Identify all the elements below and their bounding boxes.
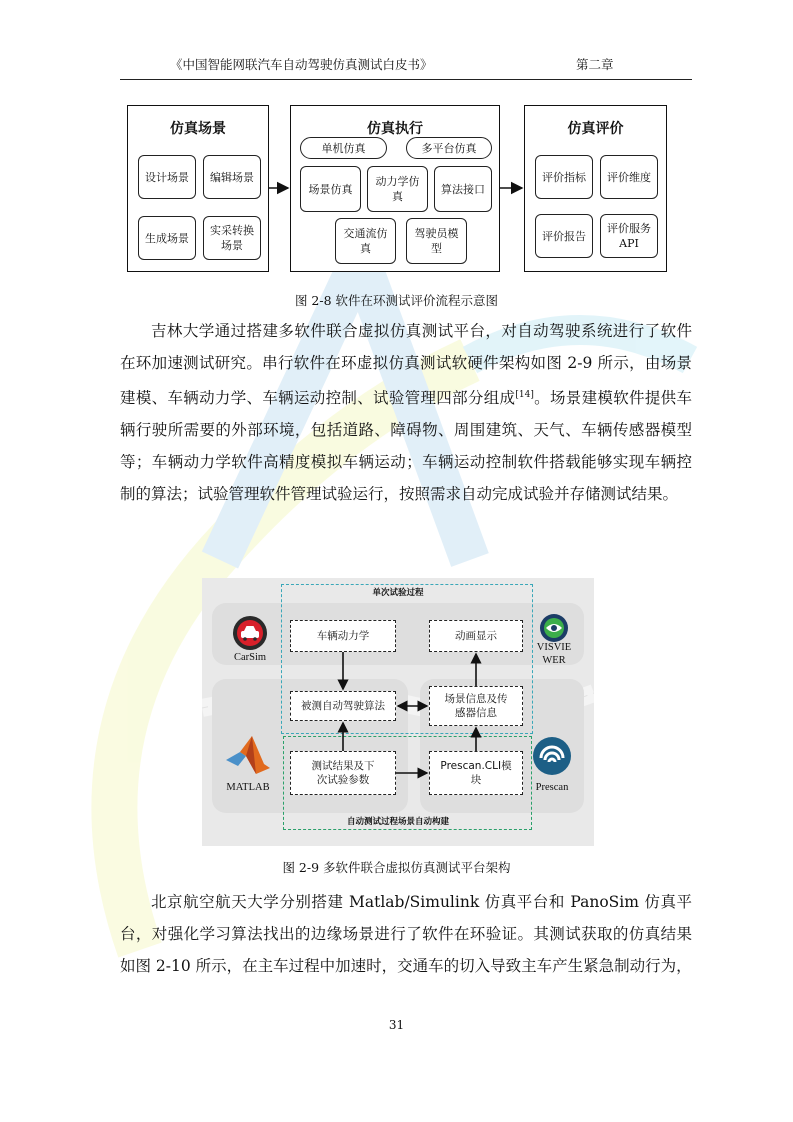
header-book-title: 《中国智能网联汽车自动驾驶仿真测试白皮书》 [170,57,433,72]
paragraph-2-text: 北京航空航天大学分别搭建 Matlab/Simulink 仿真平台和 PanoSim 仿真平台，对强化学习算法找出的边缘场景进行了软件在环验证。其测试获取的仿真结果如图 2-10 所示，在主车过程中加速时，交通车的切入导致主车产生紧急制动行为， [120,893,692,975]
flow-arrows [0,0,793,300]
evaluation-item: 评价指标 [535,155,593,199]
figure-2-9 [202,578,594,846]
matlab-label: MATLAB [226,782,270,793]
scene-item: 实采转换场景 [203,216,261,260]
evaluation-item: 评价报告 [535,214,593,258]
scene-info-box: 场景信息及传感器信息 [429,686,523,726]
execution-pill: 多平台仿真 [406,137,492,159]
figure-2-9-caption: 图 2-9 多软件联合虚拟仿真测试平台架构 [282,860,511,875]
algorithm-box: 被测自动驾驶算法 [290,691,396,721]
execution-pill: 单机仿真 [300,137,387,159]
evaluation-title: 仿真评价 [567,121,624,137]
scene-item: 编辑场景 [203,155,261,199]
paragraph-1-text: 吉林大学通过搭建多软件联合虚拟仿真测试平台，对自动驾驶系统进行了软件在环加速测试研究。串行软件在环虚拟仿真测试软硬件架构如图 2-9 所示，由场景建模、车辆动力学、车辆运动控制、试验管理四部分组成 [120,322,692,408]
execution-item: 场景仿真 [300,166,361,212]
citation-ref: [14] [515,390,534,400]
animation-box: 动画显示 [429,620,523,652]
paragraph-2 [120,886,692,982]
paragraph-1-tail: 。场景建模软件提供车辆行驶所需要的外部环境，包括道路、障碍物、周围建筑、天气、车辆传感器模型等；车辆动力学软件高精度模拟车辆运动；车辆运动控制软件搭载能够实现车辆控制的算法；试验管理软件管理试验运行，按照需求自动完成试验并存储测试结果。 [120,389,692,504]
prescan-cli-box: Prescan.CLI模块 [429,751,523,795]
auto-test-label: 自动测试过程场景自动构建 [346,817,449,827]
paragraph-1 [120,315,692,510]
scene-item: 生成场景 [138,216,196,260]
execution-item: 动力学仿真 [367,166,428,212]
figure-2-8 [0,0,793,300]
execution-title: 仿真执行 [367,121,423,137]
single-test-label: 单次试验过程 [372,588,424,598]
carsim-label: CarSim [233,652,267,663]
figure-2-9-arrows [202,578,594,846]
vehicle-dynamics-box: 车辆动力学 [290,620,396,652]
evaluation-item: 评价服务API [600,214,658,258]
figure-2-8-caption: 图 2-8 软件在环测试评价流程示意图 [294,293,499,308]
header-chapter: 第二章 [576,57,614,72]
scene-title: 仿真场景 [170,121,226,137]
scene-item: 设计场景 [138,155,196,199]
prescan-label: Prescan [535,782,569,793]
page-number: 31 [388,1018,405,1032]
execution-item: 算法接口 [434,166,492,212]
execution-item: 交通流仿真 [335,218,396,264]
execution-item: 驾驶员模型 [406,218,467,264]
evaluation-item: 评价维度 [600,155,658,199]
results-box: 测试结果及下次试验参数 [290,751,396,795]
visviewer-label: VISVIE WER [536,642,572,666]
